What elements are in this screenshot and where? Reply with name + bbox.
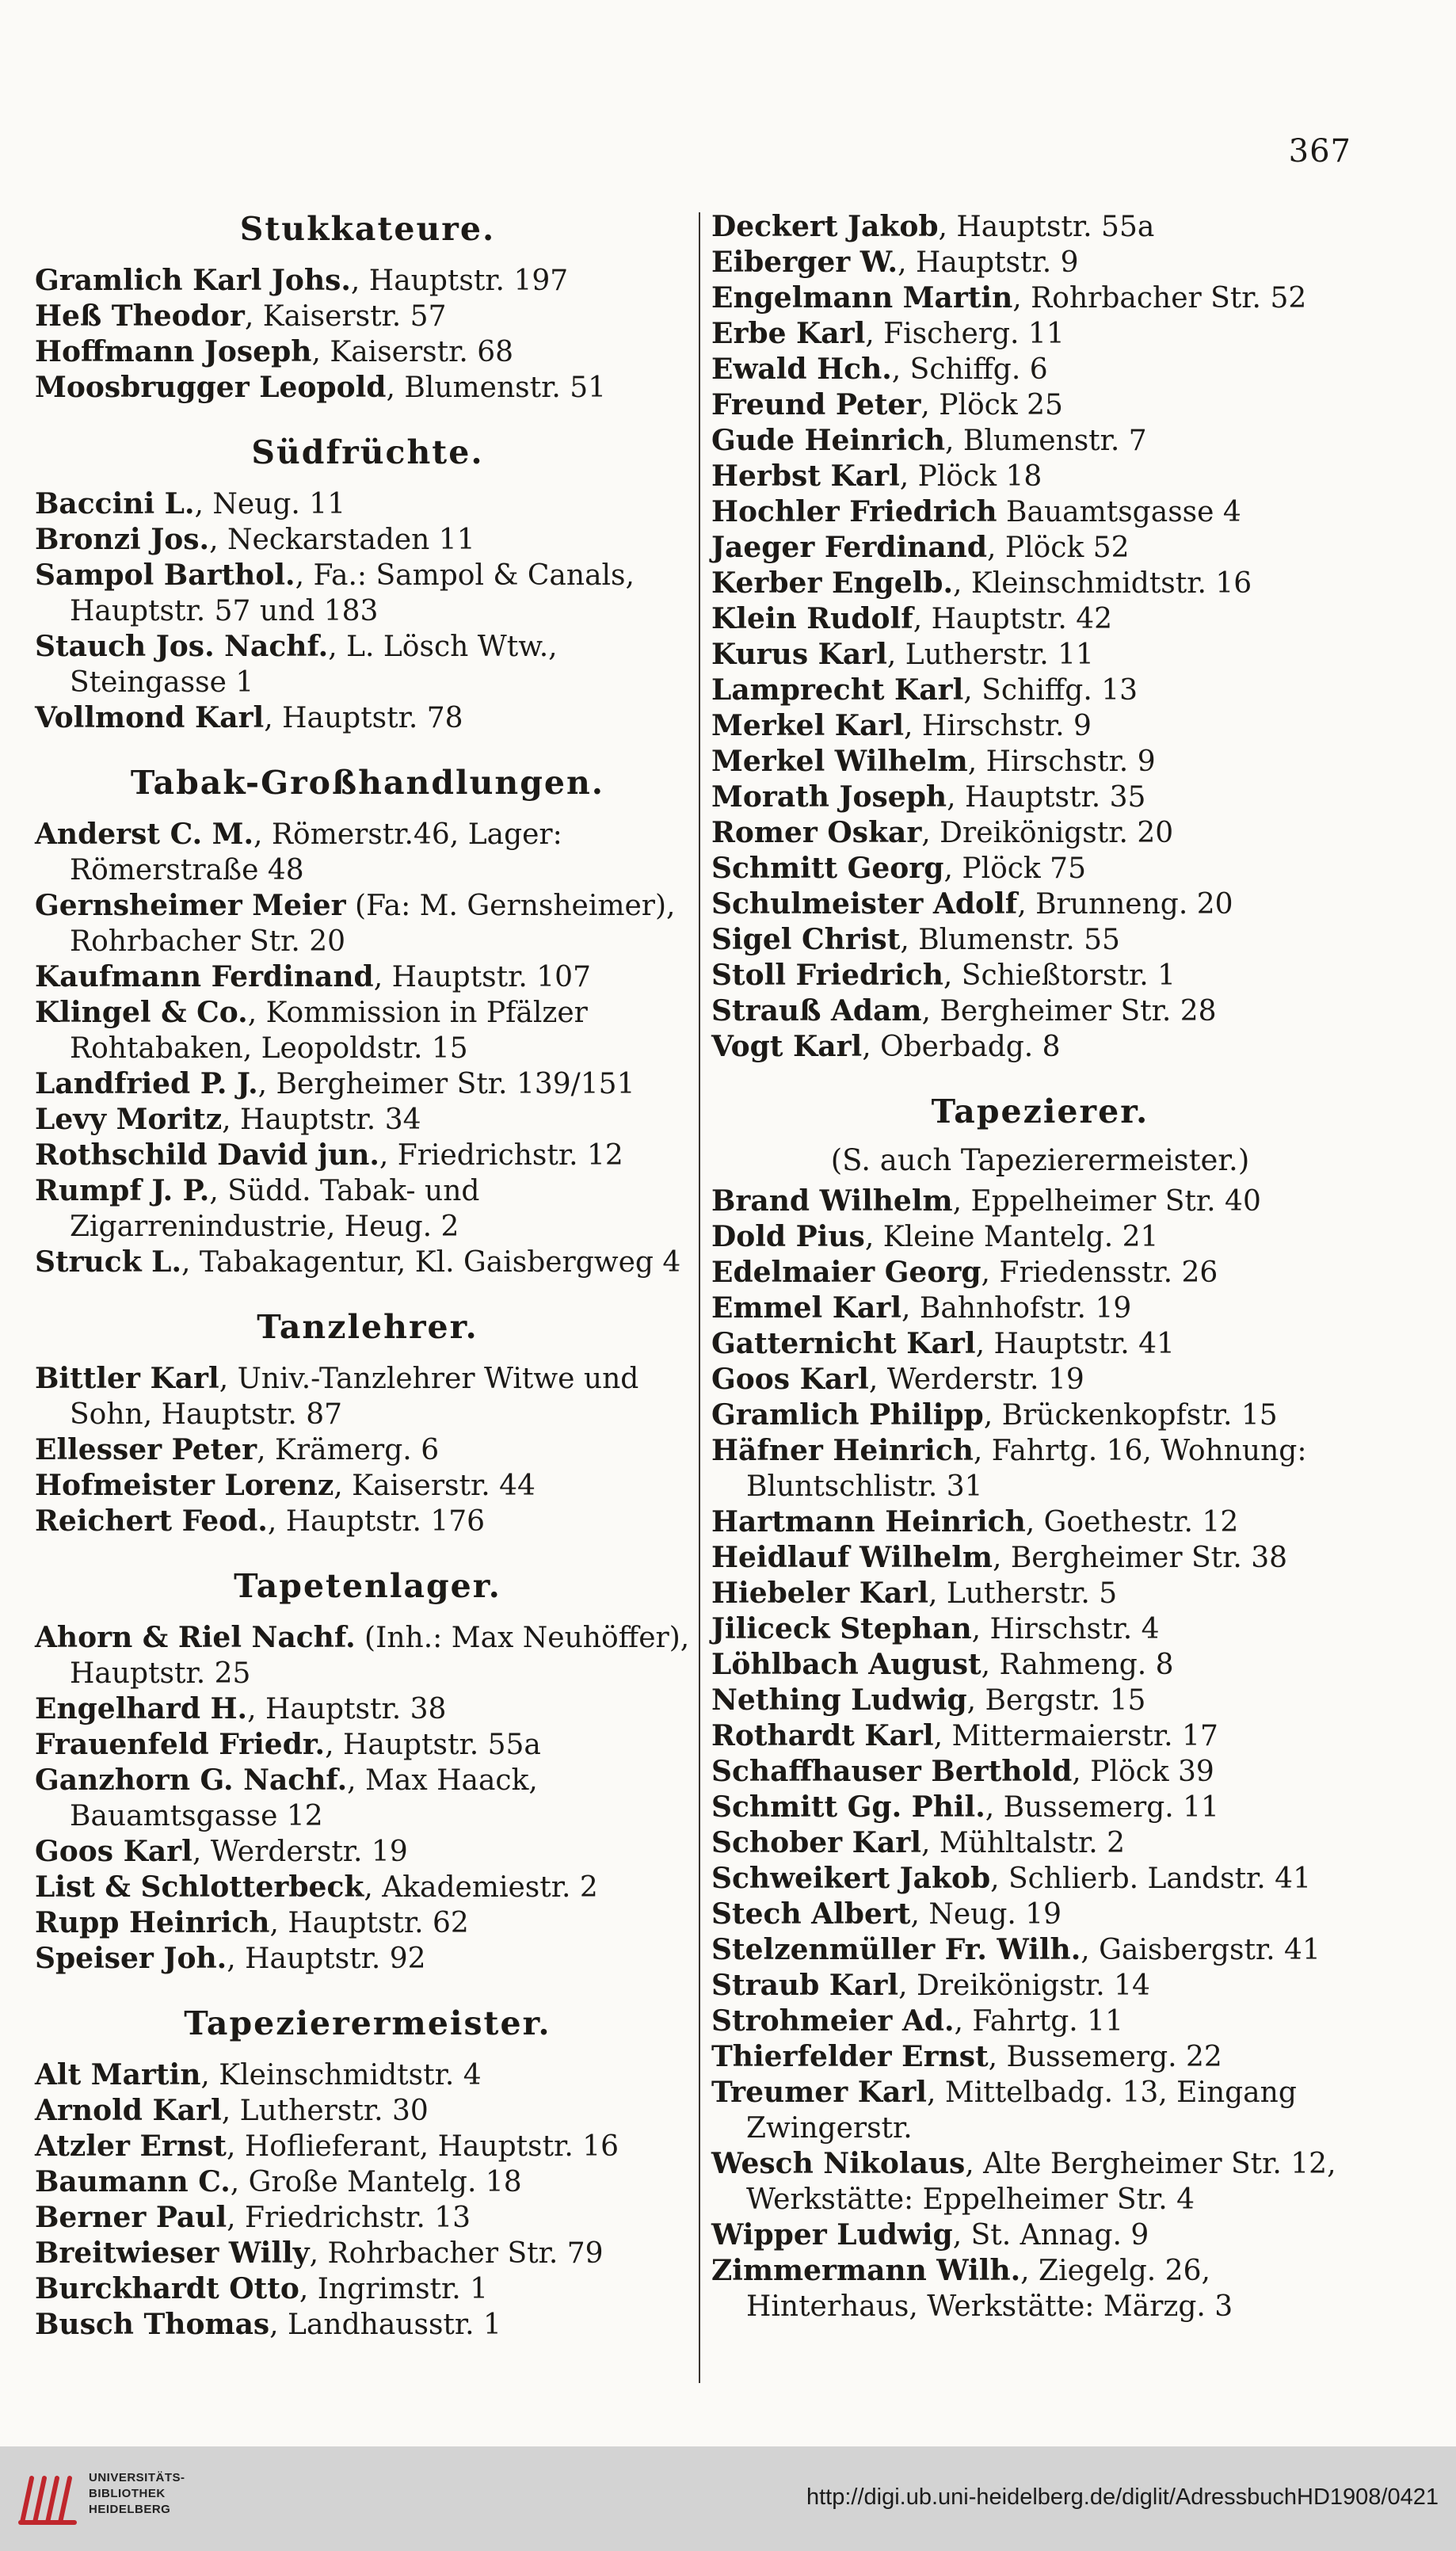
directory-entry	[711, 1968, 1369, 2004]
entry-name: Landfried P. J.	[35, 1067, 258, 1100]
entry-name: Thierfelder Ernst	[711, 2040, 989, 2073]
entry-name: Goos Karl	[35, 1835, 192, 1868]
entry-name: Eiberger W.	[711, 246, 898, 279]
directory-entry	[711, 566, 1369, 601]
entry-name: Schulmeister Adolf	[711, 887, 1018, 921]
directory-entry	[35, 558, 700, 629]
entry-address: , Hirschstr. 4	[971, 1613, 1160, 1645]
entry-name: Erbe Karl	[711, 317, 866, 350]
entry-address: , Alte Bergheimer Str. 12, Werkstätte: Eppelheimer Str. 4	[746, 2148, 1336, 2216]
entry-name: Klingel & Co.	[35, 996, 248, 1029]
entry-address: , Friedrichstr. 12	[379, 1139, 623, 1172]
directory-section	[35, 763, 700, 1280]
entry-address: , Akademiestr. 2	[364, 1871, 598, 1904]
entry-address: , Blumenstr. 51	[386, 372, 607, 404]
directory-entry	[35, 2200, 700, 2236]
entry-address: , Tabakagentur, Kl. Gaisbergweg 4	[181, 1246, 681, 1279]
directory-entry	[35, 522, 700, 558]
entry-name: Wipper Ludwig	[711, 2218, 953, 2252]
entry-name: Hoffmann Joseph	[35, 335, 312, 368]
directory-entry	[35, 1834, 700, 1870]
entry-address: , Hauptstr. 35	[947, 781, 1146, 814]
directory-entry	[711, 209, 1369, 245]
entry-address: , Hauptstr. 55a	[938, 211, 1155, 243]
entry-address: , Friedrichstr. 13	[227, 2202, 471, 2234]
entry-address: , Hauptstr. 42	[913, 603, 1113, 635]
entry-name: Ewald Hch.	[711, 353, 892, 386]
entry-name: Strauß Adam	[711, 994, 922, 1028]
entry-name: Engelmann Martin	[711, 281, 1013, 315]
entry-name: Hochler Friedrich	[711, 495, 997, 528]
directory-entry	[35, 1941, 700, 1977]
directory-entry	[711, 2217, 1369, 2253]
logo-wordmark	[89, 2470, 185, 2518]
directory-entry	[35, 1468, 700, 1504]
entry-name: Merkel Karl	[711, 709, 905, 742]
entry-name: Klein Rudolf	[711, 602, 913, 635]
directory-entry	[35, 1138, 700, 1173]
directory-entry	[711, 1255, 1369, 1291]
directory-entry	[35, 817, 700, 888]
entry-name: Levy Moritz	[35, 1103, 223, 1136]
directory-entry	[711, 1291, 1369, 1326]
entry-address: , L. Lösch Wtw., Steingasse 1	[70, 631, 558, 699]
entry-name: Treumer Karl	[711, 2076, 927, 2109]
entry-name: Goos Karl	[711, 1363, 869, 1396]
directory-entry	[35, 1245, 700, 1280]
logo-line: HEIDELBERG	[89, 2503, 171, 2516]
directory-entry	[35, 1905, 700, 1941]
directory-entry	[711, 1219, 1369, 1255]
entry-address: , Bergheimer Str. 38	[992, 1542, 1288, 1574]
directory-entry	[711, 1362, 1369, 1398]
entry-address: , Bahnhofstr. 19	[901, 1292, 1132, 1325]
entry-name: Rumpf J. P.	[35, 1174, 210, 1207]
entry-address: , St. Annag. 9	[952, 2219, 1149, 2252]
directory-entry	[711, 245, 1369, 280]
directory-entry	[35, 995, 700, 1066]
directory-entry	[711, 530, 1369, 566]
entry-name: Engelhard H.	[35, 1692, 248, 1725]
directory-entry	[711, 1029, 1369, 1065]
entry-address: , Kaiserstr. 68	[311, 336, 514, 368]
directory-entry	[35, 2129, 700, 2164]
entry-address: , Dreikönigstr. 14	[898, 1969, 1150, 2002]
left-column	[35, 209, 700, 2343]
entry-name: Arnold Karl	[35, 2094, 222, 2127]
entry-address: , Hauptstr. 107	[373, 961, 591, 993]
directory-section	[35, 209, 700, 406]
entry-address: , Plöck 75	[943, 852, 1086, 885]
entry-address: , Neug. 19	[910, 1898, 1062, 1931]
entry-name: Jiliceck Stephan	[711, 1612, 972, 1645]
entry-name: Emmel Karl	[711, 1291, 901, 1325]
entry-name: Reichert Feod.	[35, 1504, 268, 1538]
entry-address: , Dreikönigstr. 20	[921, 817, 1174, 849]
entry-name: Ganzhorn G. Nachf.	[35, 1764, 348, 1797]
directory-entry	[711, 922, 1369, 958]
directory-entry	[711, 1576, 1369, 1611]
entry-address: , Schiffg. 13	[963, 674, 1138, 707]
directory-entry	[711, 352, 1369, 387]
entry-name: Heß Theodor	[35, 299, 245, 333]
directory-entry	[711, 993, 1369, 1029]
entry-name: Brand Wilhelm	[711, 1184, 953, 1218]
entry-address: , Rahmeng. 8	[981, 1649, 1174, 1681]
entry-name: Ahorn & Riel Nachf.	[35, 1621, 356, 1654]
entry-name: Frauenfeld Friedr.	[35, 1728, 326, 1761]
entry-name: Schober Karl	[711, 1826, 921, 1859]
directory-entry	[35, 700, 700, 736]
directory-entry	[711, 1754, 1369, 1790]
directory-entry	[711, 1932, 1369, 1968]
entry-name: Stech Albert	[711, 1897, 911, 1931]
entry-name: Stoll Friedrich	[711, 959, 943, 992]
entry-name: Strohmeier Ad.	[711, 2004, 955, 2038]
entry-name: Breitwieser Willy	[35, 2236, 310, 2270]
entry-name: Gude Heinrich	[711, 424, 946, 457]
entry-address: , Ziegelg. 26, Hinterhaus, Werkstätte: Märzg. 3	[746, 2255, 1233, 2323]
directory-entry	[35, 1691, 700, 1727]
entry-address: , Kleinschmidtstr. 16	[953, 567, 1252, 600]
directory-entry	[35, 2164, 700, 2200]
source-url-link[interactable]: http://digi.ub.uni-heidelberg.de/diglit/AdressbuchHD1908/0421	[806, 2484, 1439, 2510]
entry-name: Zimmermann Wilh.	[711, 2254, 1021, 2287]
entry-address: , Fahrtg. 11	[954, 2005, 1123, 2038]
entry-name: Atzler Ernst	[35, 2130, 227, 2163]
section-heading: Tapetenlager.	[234, 1567, 501, 1605]
entry-name: Gramlich Karl Johs.	[35, 264, 351, 297]
entry-address: , Hauptstr. 78	[264, 702, 463, 734]
entry-address: , Univ.-Tanzlehrer Witwe und Sohn, Hauptstr. 87	[70, 1363, 639, 1431]
directory-entry	[35, 370, 700, 406]
entry-address: , Hauptstr. 55a	[325, 1729, 541, 1761]
directory-entry	[35, 334, 700, 370]
section-heading: Stukkateure.	[239, 210, 496, 248]
section-heading: Tabak-Großhandlungen.	[130, 764, 605, 802]
entry-name: Nething Ludwig	[711, 1684, 967, 1717]
directory-entry	[35, 888, 700, 959]
entry-name: Rothardt Karl	[711, 1719, 934, 1752]
entry-name: Kaufmann Ferdinand	[35, 960, 374, 993]
directory-entry	[711, 2253, 1369, 2324]
directory-entry	[711, 1184, 1369, 1219]
directory-entry	[35, 1870, 700, 1905]
entry-name: Bronzi Jos.	[35, 523, 210, 556]
entry-address: , Rohrbacher Str. 52	[1012, 282, 1307, 315]
directory-entry	[711, 1897, 1369, 1932]
entry-name: Deckert Jakob	[711, 210, 939, 243]
directory-entry	[35, 486, 700, 522]
entry-name: Freund Peter	[711, 388, 921, 421]
directory-entry	[711, 958, 1369, 993]
directory-section	[711, 1092, 1369, 2324]
directory-entry	[711, 1647, 1369, 1683]
entry-name: Vollmond Karl	[35, 701, 265, 734]
entry-name: Morath Joseph	[711, 780, 947, 814]
entry-name: Anderst C. M.	[35, 818, 254, 851]
entry-name: Kerber Engelb.	[711, 566, 954, 600]
directory-entry	[711, 423, 1369, 459]
footer-bar	[0, 2446, 1456, 2551]
logo-line: BIBLIOTHEK	[89, 2487, 166, 2500]
directory-entry	[35, 2271, 700, 2307]
entry-name: Hartmann Heinrich	[711, 1505, 1026, 1539]
entry-address: , Neug. 11	[194, 488, 346, 520]
entry-name: Speiser Joh.	[35, 1942, 227, 1975]
entry-address: , Lutherstr. 11	[886, 639, 1094, 671]
entry-name: Hofmeister Lorenz	[35, 1469, 334, 1502]
entry-address: , Neckarstaden 11	[209, 524, 475, 556]
directory-entry	[711, 1611, 1369, 1647]
page-number: 367	[1288, 133, 1351, 170]
directory-entry	[711, 1718, 1369, 1754]
directory-entry	[711, 459, 1369, 494]
directory-entry	[711, 887, 1369, 922]
entry-address: , Mühltalstr. 2	[920, 1827, 1125, 1859]
directory-entry	[35, 959, 700, 995]
entry-name: Lamprecht Karl	[711, 673, 964, 707]
directory-entry	[35, 1504, 700, 1539]
entry-name: Wesch Nikolaus	[711, 2147, 966, 2180]
entry-name: Gernsheimer Meier	[35, 889, 346, 922]
directory-section	[35, 1307, 700, 1539]
directory-entry	[711, 1504, 1369, 1540]
directory-entry	[711, 637, 1369, 673]
entry-address: , Hoflieferant, Hauptstr. 16	[226, 2130, 619, 2163]
entry-address: , Gaisbergstr. 41	[1081, 1934, 1321, 1966]
entry-address: , Brunneng. 20	[1017, 888, 1233, 921]
entry-address: , Kaiserstr. 44	[334, 1470, 536, 1502]
directory-section	[35, 1566, 700, 1977]
entry-address: , Plöck 39	[1072, 1756, 1214, 1788]
directory-entry	[711, 1326, 1369, 1362]
entry-address: , Hauptstr. 92	[227, 1943, 426, 1975]
entry-name: Ellesser Peter	[35, 1433, 257, 1466]
entry-address: , Bussemerg. 22	[988, 2041, 1222, 2073]
entry-address: , Friedensstr. 26	[981, 1256, 1218, 1289]
entry-address: , Hauptstr. 41	[975, 1328, 1175, 1360]
entry-name: Schaffhauser Berthold	[711, 1755, 1073, 1788]
entry-name: Sigel Christ	[711, 923, 901, 956]
directory-entry	[35, 1620, 700, 1691]
entry-name: Rupp Heinrich	[35, 1906, 270, 1939]
section-heading: Tapezierermeister.	[184, 2004, 551, 2042]
directory-entry	[711, 2075, 1369, 2146]
entry-address: , Römerstr.46, Lager: Römerstraße 48	[70, 818, 562, 887]
entry-address: , Schlierb. Landstr. 41	[990, 1863, 1311, 1895]
directory-section	[35, 2004, 700, 2343]
entry-address: , Lutherstr. 5	[928, 1577, 1118, 1610]
entry-address: , Südd. Tabak- und Zigarrenindustrie, Heug. 2	[70, 1175, 480, 1243]
directory-entry	[711, 2039, 1369, 2075]
entry-address: , Schiffg. 6	[891, 353, 1048, 386]
entry-address: , Plöck 25	[920, 389, 1063, 421]
entry-address: , Kleine Mantelg. 21	[864, 1221, 1159, 1253]
directory-entry	[711, 851, 1369, 887]
entry-address: , Goethestr. 12	[1025, 1506, 1239, 1539]
entry-name: Vogt Karl	[711, 1030, 863, 1063]
logo-line: UNIVERSITÄTS-	[89, 2471, 185, 2484]
entry-address: , Landhausstr. 1	[269, 2309, 501, 2341]
entry-address: , Kaiserstr. 57	[244, 300, 447, 333]
directory-entry	[711, 387, 1369, 423]
directory-entry	[35, 299, 700, 334]
entry-address: , Hauptstr. 34	[222, 1104, 421, 1136]
entry-address: , Kommission in Pfälzer Rohtabaken, Leopoldstr. 15	[70, 997, 588, 1065]
entry-address: Bauamtsgasse 4	[997, 496, 1241, 528]
entry-name: Gramlich Philipp	[711, 1398, 984, 1432]
directory-entry	[35, 1727, 700, 1763]
entry-name: Merkel Wilhelm	[711, 745, 968, 778]
directory-entry	[711, 1861, 1369, 1897]
entry-name: Häfner Heinrich	[711, 1434, 974, 1467]
section-heading: Tapezierer.	[931, 1092, 1149, 1131]
entry-address: , Hauptstr. 176	[267, 1505, 486, 1538]
entry-address: , Blumenstr. 7	[945, 425, 1147, 457]
directory-entry	[711, 280, 1369, 316]
entry-name: Dold Pius	[711, 1220, 865, 1253]
directory-entry	[35, 2057, 700, 2093]
section-heading: Südfrüchte.	[251, 433, 484, 471]
directory-entry	[711, 316, 1369, 352]
entry-address: , Blumenstr. 55	[900, 924, 1120, 956]
entry-address: , Lutherstr. 30	[221, 2095, 429, 2127]
directory-entry	[711, 601, 1369, 637]
entry-name: Jaeger Ferdinand	[711, 531, 987, 564]
entry-name: Moosbrugger Leopold	[35, 371, 387, 404]
directory-entry	[711, 1540, 1369, 1576]
directory-section	[711, 209, 1369, 1065]
entry-address: , Fischerg. 11	[865, 318, 1065, 350]
directory-entry	[35, 1173, 700, 1245]
entry-name: Burckhardt Otto	[35, 2272, 299, 2305]
section-subheading: (S. auch Tapezierermeister.)	[830, 1143, 1250, 1177]
entry-name: Edelmaier Georg	[711, 1256, 981, 1289]
directory-entry	[35, 1102, 700, 1138]
directory-entry	[711, 708, 1369, 744]
entry-address: , Hirschstr. 9	[967, 745, 1156, 778]
entry-address: , Große Mantelg. 18	[230, 2166, 522, 2198]
directory-entry	[35, 1432, 700, 1468]
entry-address: , Max Haack, Bauamtsgasse 12	[70, 1764, 538, 1832]
entry-name: Baccini L.	[35, 487, 195, 520]
right-column	[711, 209, 1369, 2324]
entry-address: , Schießtorstr. 1	[943, 959, 1176, 992]
entry-address: (Fa: M. Gernsheimer), Rohrbacher Str. 20	[70, 890, 676, 958]
entry-name: Hiebeler Karl	[711, 1577, 929, 1610]
entry-name: Berner Paul	[35, 2201, 227, 2234]
entry-name: Schmitt Gg. Phil.	[711, 1790, 985, 1824]
entry-address: (Inh.: Max Neuhöffer), Hauptstr. 25	[70, 1622, 690, 1690]
entry-name: Straub Karl	[711, 1969, 899, 2002]
directory-entry	[711, 1683, 1369, 1718]
entry-address: , Hauptstr. 9	[898, 246, 1079, 279]
entry-name: Herbst Karl	[711, 459, 900, 493]
entry-address: , Hauptstr. 62	[269, 1907, 469, 1939]
entry-address: , Hauptstr. 38	[247, 1693, 447, 1725]
section-heading: Tanzlehrer.	[257, 1308, 478, 1346]
entry-address: , Werderstr. 19	[192, 1836, 408, 1868]
entry-address: , Plöck 52	[987, 532, 1130, 564]
entry-name: Bittler Karl	[35, 1362, 219, 1395]
entry-address: , Kleinschmidtstr. 4	[200, 2059, 482, 2092]
entry-name: Gatternicht Karl	[711, 1327, 976, 1360]
entry-address: , Mittermaierstr. 17	[933, 1720, 1218, 1752]
entry-name: Struck L.	[35, 1245, 182, 1279]
entry-address: , Bergheimer Str. 139/151	[257, 1068, 635, 1100]
entry-address: , Fa.: Sampol & Canals, Hauptstr. 57 und 183	[70, 559, 635, 627]
entry-address: , Eppelheimer Str. 40	[952, 1185, 1261, 1218]
entry-name: List & Schlotterbeck	[35, 1870, 364, 1904]
directory-entry	[35, 1361, 700, 1432]
directory-entry	[711, 2146, 1369, 2217]
directory-entry	[711, 780, 1369, 815]
entry-name: Löhlbach August	[711, 1648, 981, 1681]
entry-address: , Fahrtg. 16, Wohnung: Bluntschlistr. 31	[746, 1435, 1307, 1503]
directory-entry	[35, 263, 700, 299]
entry-address: , Brückenkopfstr. 15	[983, 1399, 1278, 1432]
entry-name: Stelzenmüller Fr. Wilh.	[711, 1933, 1081, 1966]
entry-address: , Oberbadg. 8	[862, 1031, 1061, 1063]
entry-name: Romer Oskar	[711, 816, 922, 849]
entry-address: , Hirschstr. 9	[904, 710, 1092, 742]
directory-section	[35, 433, 700, 736]
entry-address: , Werderstr. 19	[868, 1363, 1084, 1396]
entry-address: , Rohrbacher Str. 79	[309, 2237, 604, 2270]
entry-address: , Hauptstr. 197	[350, 265, 569, 297]
entry-name: Busch Thomas	[35, 2308, 270, 2341]
entry-address: , Mittelbadg. 13, Eingang Zwingerstr.	[746, 2076, 1297, 2145]
directory-entry	[35, 1066, 700, 1102]
directory-entry	[35, 2307, 700, 2343]
entry-name: Schmitt Georg	[711, 852, 944, 885]
entry-address: , Bergstr. 15	[966, 1684, 1146, 1717]
entry-name: Kurus Karl	[711, 638, 887, 671]
entry-name: Alt Martin	[35, 2058, 201, 2092]
entry-name: Stauch Jos. Nachf.	[35, 630, 329, 663]
directory-entry	[35, 2236, 700, 2271]
directory-entry	[711, 1398, 1369, 1433]
entry-name: Baumann C.	[35, 2165, 231, 2198]
entry-address: , Krämerg. 6	[257, 1434, 440, 1466]
directory-entry	[35, 629, 700, 700]
entry-name: Sampol Barthol.	[35, 559, 295, 592]
entry-address: , Bergheimer Str. 28	[921, 995, 1217, 1028]
directory-entry	[35, 2093, 700, 2129]
entry-name: Schweikert Jakob	[711, 1862, 991, 1895]
directory-entry	[711, 2004, 1369, 2039]
entry-address: , Bussemerg. 11	[985, 1791, 1219, 1824]
directory-entry	[711, 815, 1369, 851]
directory-entry	[711, 1825, 1369, 1861]
directory-entry	[35, 1763, 700, 1834]
directory-entry	[711, 1433, 1369, 1504]
directory-entry	[711, 673, 1369, 708]
entry-name: Rothschild David jun.	[35, 1138, 379, 1172]
entry-name: Heidlauf Wilhelm	[711, 1541, 993, 1574]
directory-entry	[711, 494, 1369, 530]
entry-address: , Ingrimstr. 1	[299, 2273, 489, 2305]
university-library-logo-icon	[14, 2464, 82, 2532]
entry-address: , Plöck 18	[899, 460, 1042, 493]
directory-entry	[711, 1790, 1369, 1825]
directory-entry	[711, 744, 1369, 780]
